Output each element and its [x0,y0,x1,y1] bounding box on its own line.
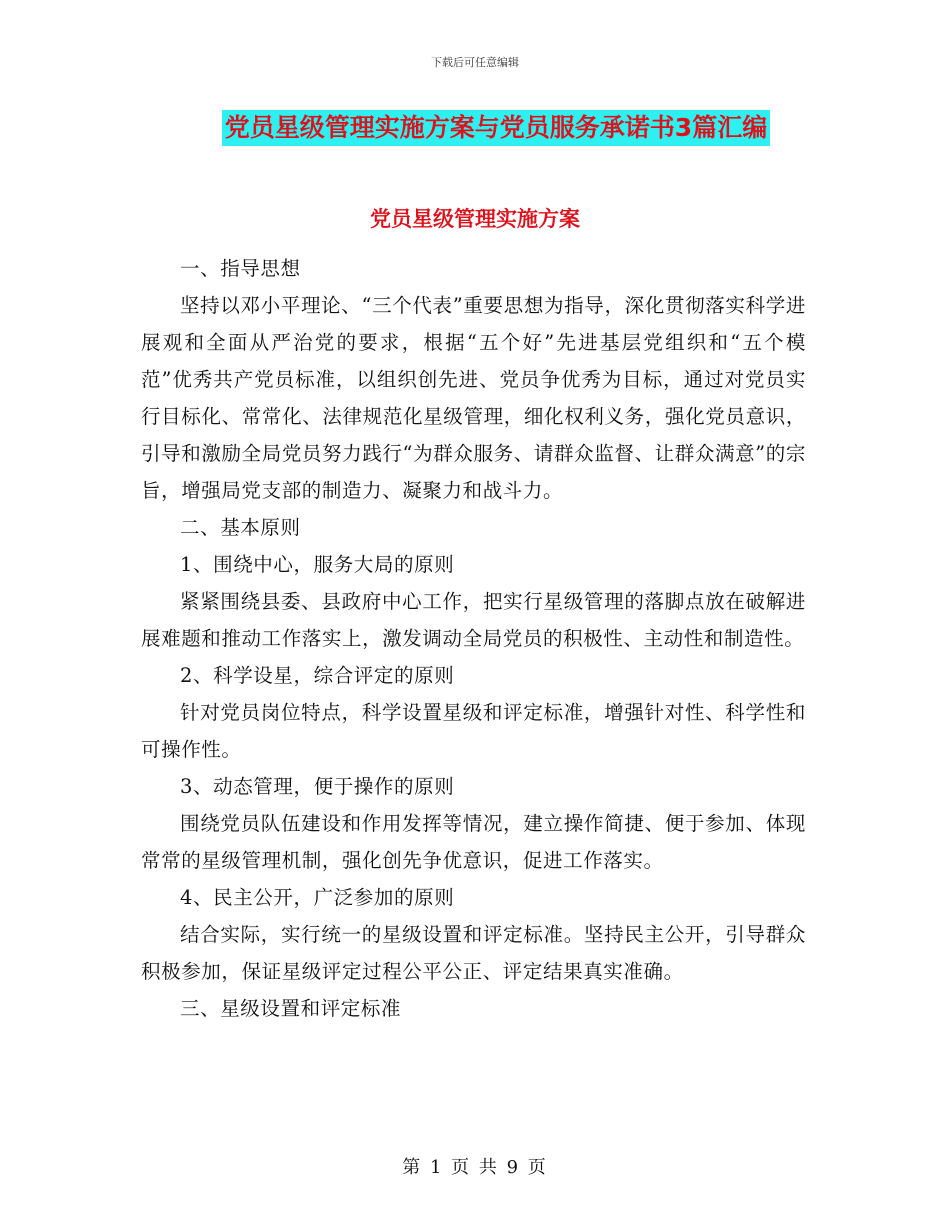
paragraph: 坚持以邓小平理论、“三个代表”重要思想为指导，深化贯彻落实科学进展观和全面从严治党的要求，根据“五个好”先进基层党组织和“五个模范”优秀共产党员标准，以组织创先进、党员争优秀为目标，通过对党员实行目标化、常常化、法律规范化星级管理，细化权利义务，强化党员意识，引导和激励全局党员努力践行“为群众服务、请群众监督、让群众满意”的宗旨，增强局党支部的制造力、凝聚力和战斗力。 [141,294,806,502]
paragraph: 针对党员岗位特点，科学设置星级和评定标准，增强针对性、科学性和可操作性。 [141,701,806,761]
principle-heading: 1、围绕中心，服务大局的原则 [180,553,455,576]
paragraph: 结合实际，实行统一的星级设置和评定标准。坚持民主公开，引导群众积极参加，保证星级评定过程公平公正、评定结果真实准确。 [141,923,806,983]
principle-heading: 4、民主公开，广泛参加的原则 [180,886,455,909]
section-heading: 一、指导思想 [180,257,301,280]
main-title: 党员星级管理实施方案与党员服务承诺书3篇汇编 [222,110,770,146]
paragraph: 紧紧围绕县委、县政府中心工作，把实行星级管理的落脚点放在破解进展难题和推动工作落实上，激发调动全局党员的积极性、主动性和制造性。 [141,590,806,650]
section-heading: 二、基本原则 [180,516,301,539]
paragraph: 围绕党员队伍建设和作用发挥等情况，建立操作简捷、便于参加、体现常常的星级管理机制，强化创先争优意识，促进工作落实。 [141,812,806,872]
section-heading: 三、星级设置和评定标准 [180,997,402,1020]
sub-title: 党员星级管理实施方案 [370,207,580,231]
document-body [141,250,806,1027]
page-footer: 第 1 页 共 9 页 [402,1157,548,1178]
main-title-wrap [0,110,950,146]
principle-heading: 2、科学设星，综合评定的原则 [180,664,455,687]
header-note: 下载后可任意编辑 [431,56,519,69]
principle-heading: 3、动态管理，便于操作的原则 [180,775,455,798]
